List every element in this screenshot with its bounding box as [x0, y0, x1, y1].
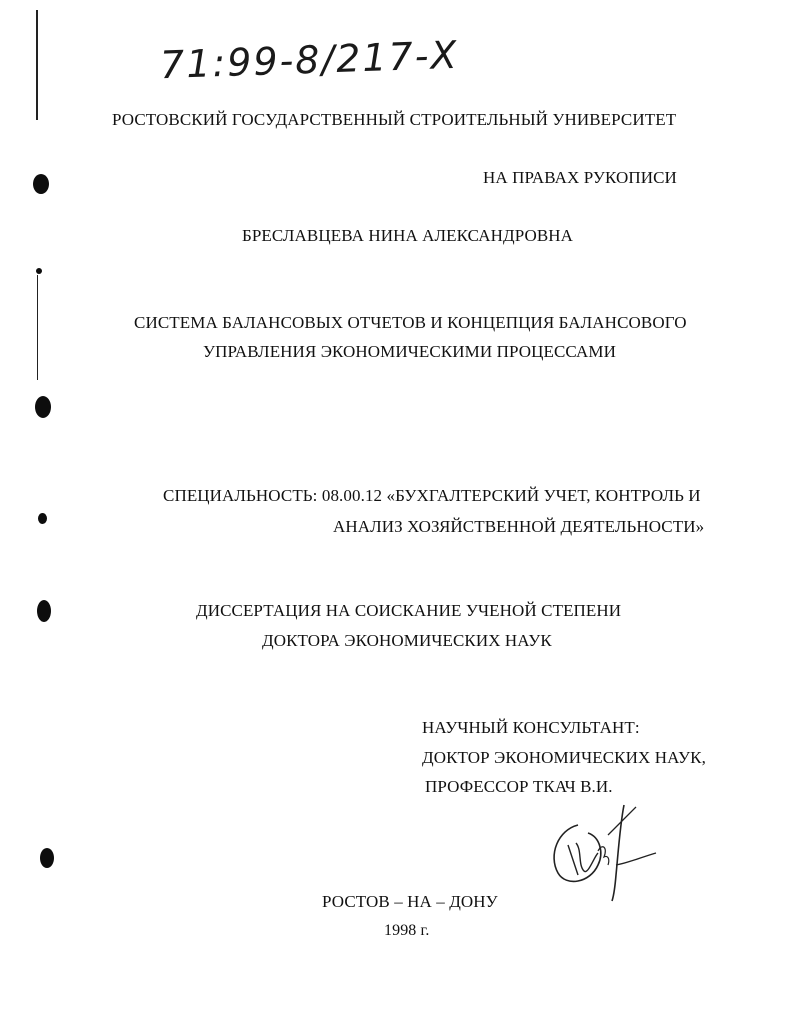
thesis-title-line-2: УПРАВЛЕНИЯ ЭКОНОМИЧЕСКИМИ ПРОЦЕССАМИ	[203, 342, 616, 361]
university-name: РОСТОВСКИЙ ГОСУДАРСТВЕННЫЙ СТРОИТЕЛЬНЫЙ УНИВЕРСИТЕТ	[112, 110, 677, 129]
archive-code: 71:99-8/217-Х	[159, 32, 460, 88]
degree-line-1: ДИССЕРТАЦИЯ НА СОИСКАНИЕ УЧЕНОЙ СТЕПЕНИ	[196, 601, 622, 620]
binding-hole	[37, 600, 51, 622]
binding-hole	[35, 396, 51, 418]
specialty-line-1: СПЕЦИАЛЬНОСТЬ: 08.00.12 «БУХГАЛТЕРСКИЙ УЧЕТ, КОНТРОЛЬ И	[163, 486, 701, 505]
binding-hole	[38, 513, 47, 524]
author-name: БРЕСЛАВЦЕВА НИНА АЛЕКСАНДРОВНА	[242, 226, 574, 245]
signature	[538, 795, 668, 905]
thesis-title-line-1: СИСТЕМА БАЛАНСОВЫХ ОТЧЕТОВ И КОНЦЕПЦИЯ БАЛАНСОВОГО	[134, 313, 687, 332]
manuscript-rights: НА ПРАВАХ РУКОПИСИ	[483, 168, 677, 187]
city: РОСТОВ – НА – ДОНУ	[322, 892, 498, 911]
consultant-name: ПРОФЕССОР ТКАЧ В.И.	[425, 777, 613, 796]
year: 1998 г.	[384, 922, 430, 939]
margin-line	[36, 10, 38, 120]
specialty-line-2: АНАЛИЗ ХОЗЯЙСТВЕННОЙ ДЕЯТЕЛЬНОСТИ»	[333, 517, 705, 536]
binding-hole	[33, 174, 49, 194]
consultant-label: НАУЧНЫЙ КОНСУЛЬТАНТ:	[422, 718, 640, 737]
degree-line-2: ДОКТОРА ЭКОНОМИЧЕСКИХ НАУК	[262, 631, 552, 650]
consultant-degree: ДОКТОР ЭКОНОМИЧЕСКИХ НАУК,	[422, 748, 706, 767]
binding-hole	[40, 848, 54, 868]
margin-line	[37, 275, 38, 380]
binding-hole	[36, 268, 42, 274]
